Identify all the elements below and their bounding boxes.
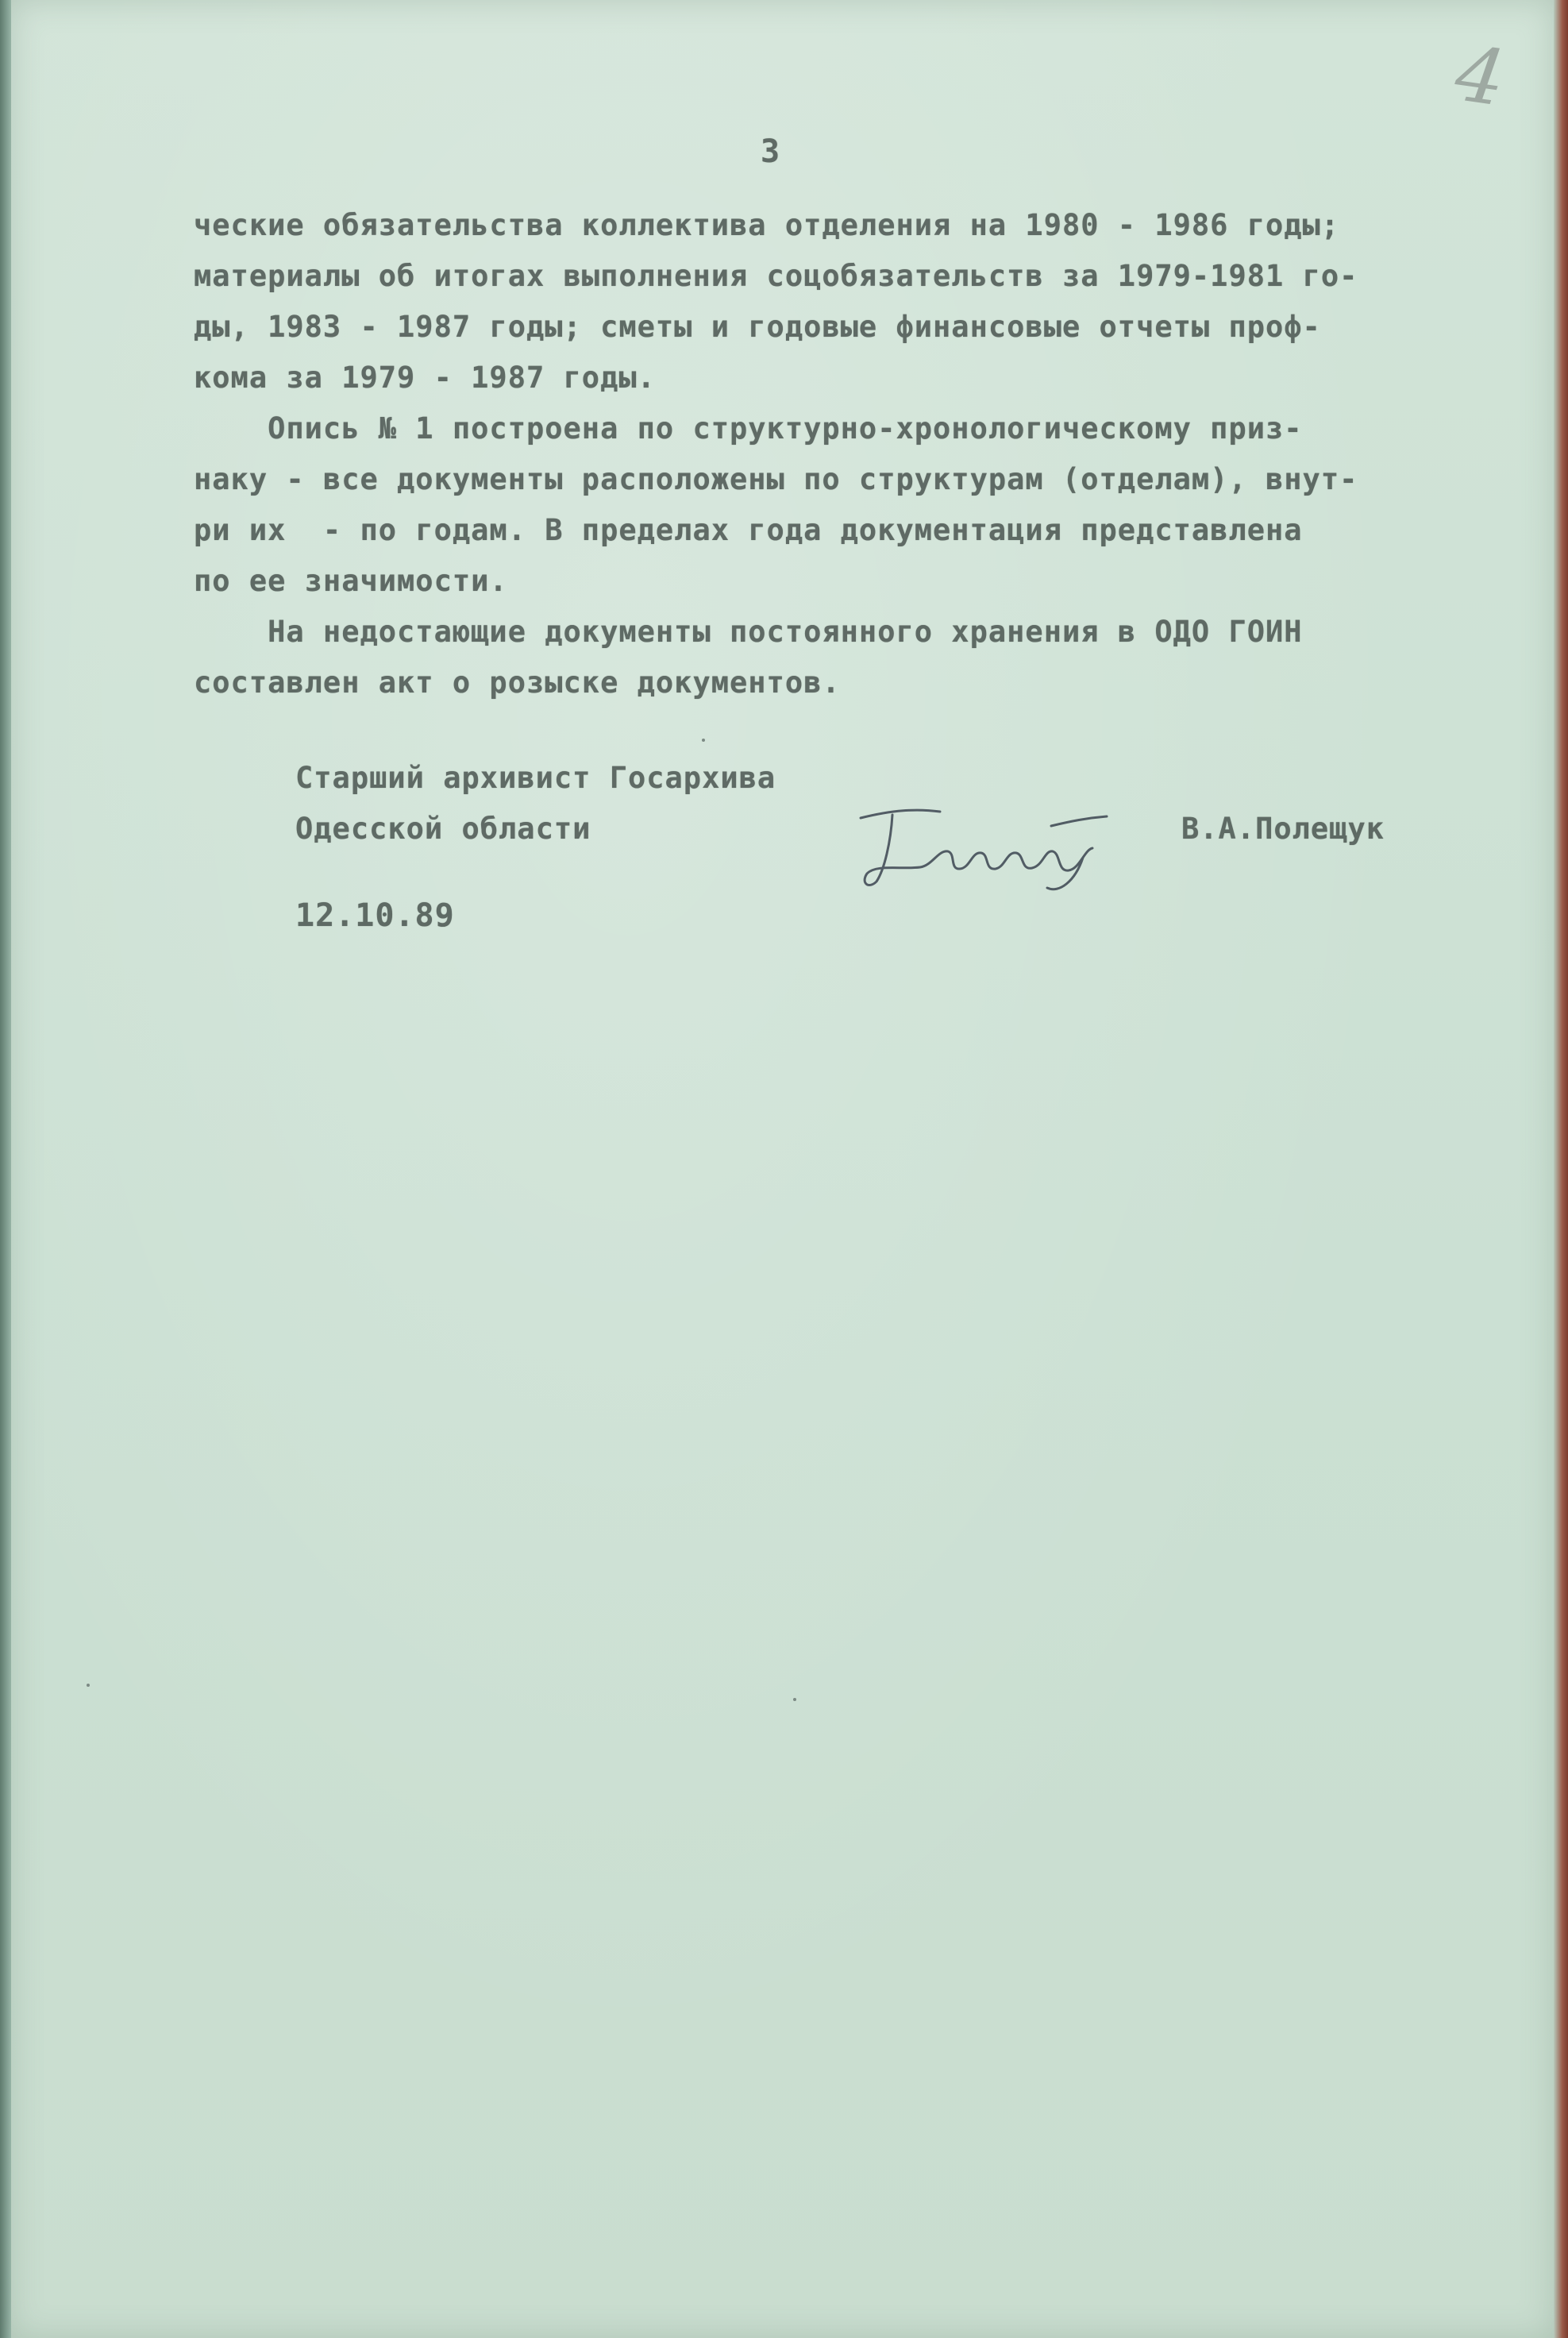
signer-position-line-2: Одесской области: [295, 812, 591, 846]
paper-speck: [702, 739, 705, 742]
signing-date: 12.10.89: [295, 897, 455, 934]
paragraph-1-line-1: ческие обязательства коллектива отделения на 1980 - 1986 годы;: [194, 208, 1340, 242]
paper-speck: [793, 1698, 796, 1701]
handwritten-signature: [845, 794, 1115, 905]
paragraph-3-line-2: составлен акт о розыске документов.: [194, 666, 841, 700]
paragraph-1-line-3: ды, 1983 - 1987 годы; сметы и годовые финансовые отчеты проф-: [194, 310, 1321, 344]
page-right-edge: [1554, 0, 1568, 2338]
signer-name: В.А.Полещук: [1181, 812, 1385, 846]
archive-sheet-number: 4: [1450, 29, 1511, 124]
paragraph-2-line-3: ри их - по годам. В пределах года документация представлена: [194, 513, 1303, 547]
signer-position-line-1: Старший архивист Госархива: [295, 761, 776, 795]
paragraph-2-line-1: Опись № 1 построена по структурно-хронологическому приз-: [194, 411, 1303, 446]
paragraph-2-line-2: наку - все документы расположены по структурам (отделам), внут-: [194, 462, 1358, 496]
page-number: 3: [761, 133, 781, 170]
paragraph-3-line-1: На недостающие документы постоянного хранения в ОДО ГОИН: [194, 615, 1303, 649]
document-sheet: [11, 0, 1554, 2338]
paper-speck: [87, 1684, 90, 1687]
paragraph-2-line-4: по ее значимости.: [194, 564, 508, 598]
paragraph-1-line-4: кома за 1979 - 1987 годы.: [194, 361, 656, 395]
paragraph-1-line-2: материалы об итогах выполнения соцобязательств за 1979-1981 го-: [194, 259, 1358, 293]
